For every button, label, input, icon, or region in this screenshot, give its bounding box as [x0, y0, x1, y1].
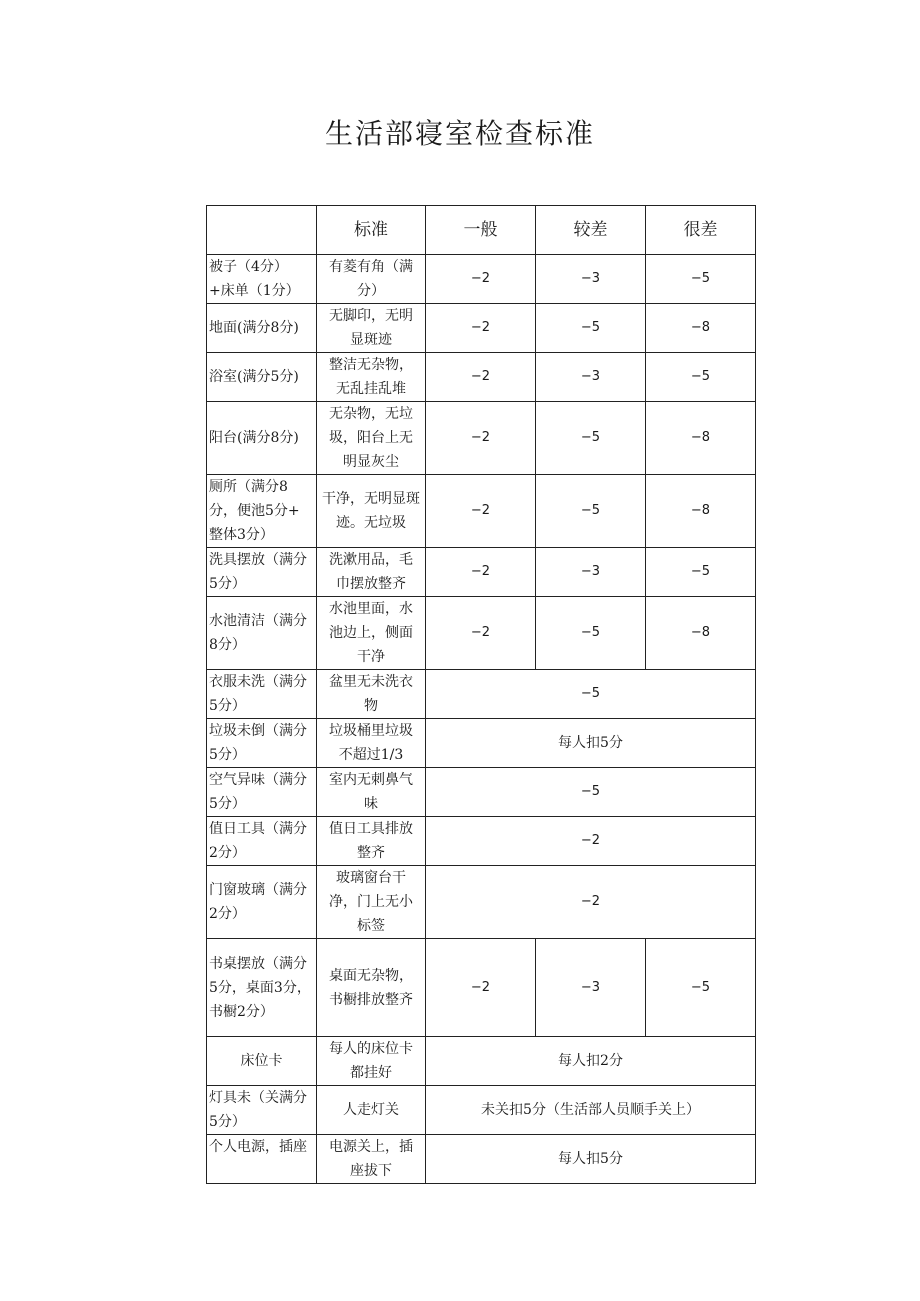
- row-deduction: −2: [426, 866, 756, 939]
- row-item: 空气异味（满分 5分）: [209, 772, 307, 812]
- row-item: 灯具未（关满分 5分）: [209, 1090, 307, 1130]
- header-standard: 标准: [317, 206, 426, 255]
- table-row: [207, 475, 756, 548]
- row-very-poor: −8: [646, 402, 756, 475]
- row-item: 个人电源，插座: [209, 1139, 307, 1155]
- row-deduction: 每人扣5分: [426, 719, 756, 768]
- row-item: 阳台(满分8分): [209, 430, 299, 446]
- row-general: −2: [426, 548, 536, 597]
- table-row: [207, 866, 756, 939]
- table-row: [207, 817, 756, 866]
- row-poor: −3: [536, 939, 646, 1037]
- row-item: 水池清洁（满分 8分）: [209, 613, 307, 653]
- table-row: [207, 1037, 756, 1086]
- row-item: 洗具摆放（满分 5分）: [209, 552, 307, 592]
- inspection-standard-table: [206, 205, 756, 1184]
- row-very-poor: −8: [646, 597, 756, 670]
- row-very-poor: −5: [646, 548, 756, 597]
- row-item: 垃圾未倒（满分 5分）: [209, 723, 307, 763]
- table-row: [207, 1086, 756, 1135]
- row-standard: 人走灯关: [343, 1102, 399, 1118]
- row-poor: −3: [536, 548, 646, 597]
- header-item: [207, 206, 317, 255]
- row-standard: 干净，无明显斑 迹。无垃圾: [322, 491, 420, 531]
- row-general: −2: [426, 939, 536, 1037]
- table-header-row: [207, 206, 756, 255]
- row-very-poor: −5: [646, 353, 756, 402]
- table-row: [207, 548, 756, 597]
- row-item: 浴室(满分5分): [209, 369, 299, 385]
- table-row: [207, 719, 756, 768]
- row-very-poor: −8: [646, 475, 756, 548]
- row-poor: −3: [536, 353, 646, 402]
- row-standard: 电源关上，插 座拔下: [329, 1139, 413, 1179]
- row-item: 厕所（满分8 分，便池5分+ 整体3分）: [209, 479, 300, 543]
- row-deduction: −5: [426, 768, 756, 817]
- row-standard: 无脚印，无明 显斑迹: [329, 308, 413, 348]
- table-row: [207, 304, 756, 353]
- row-item: 值日工具（满分 2分）: [209, 821, 307, 861]
- row-general: −2: [426, 304, 536, 353]
- header-poor: 较差: [536, 206, 646, 255]
- row-standard: 值日工具排放 整齐: [329, 821, 413, 861]
- row-general: −2: [426, 402, 536, 475]
- header-very-poor: 很差: [646, 206, 756, 255]
- row-poor: −5: [536, 304, 646, 353]
- row-standard: 洗漱用品，毛 巾摆放整齐: [329, 552, 413, 592]
- row-standard: 有菱有角（满 分）: [329, 259, 413, 299]
- row-deduction: 未关扣5分（生活部人员顺手关上）: [426, 1086, 756, 1135]
- row-item: 床位卡: [240, 1053, 283, 1069]
- row-general: −2: [426, 475, 536, 548]
- row-item: 门窗玻璃（满分 2分）: [209, 882, 307, 922]
- row-standard: 垃圾桶里垃圾 不超过1/3: [329, 723, 413, 763]
- table-row: [207, 597, 756, 670]
- row-standard: 玻璃窗台干 净，门上无小 标签: [329, 870, 413, 934]
- row-very-poor: −5: [646, 255, 756, 304]
- row-standard: 无杂物，无垃 圾，阳台上无 明显灰尘: [329, 406, 413, 470]
- table-row: [207, 402, 756, 475]
- table-row: [207, 670, 756, 719]
- page-title: 生活部寝室检查标准: [324, 117, 595, 150]
- table-row: [207, 353, 756, 402]
- row-standard: 每人的床位卡 都挂好: [329, 1041, 413, 1081]
- table-row: [207, 768, 756, 817]
- row-very-poor: −8: [646, 304, 756, 353]
- row-standard: 桌面无杂物， 书橱排放整齐: [329, 967, 413, 1008]
- row-standard: 盆里无未洗衣 物: [329, 674, 413, 714]
- row-deduction: −5: [426, 670, 756, 719]
- row-item: 地面(满分8分): [209, 320, 299, 336]
- row-standard: 水池里面，水 池边上，侧面 干净: [329, 601, 413, 665]
- row-item: 被子（4分） +床单（1分）: [209, 259, 300, 299]
- row-poor: −5: [536, 597, 646, 670]
- row-standard: 整洁无杂物， 无乱挂乱堆: [329, 357, 413, 397]
- row-very-poor: −5: [646, 939, 756, 1037]
- row-poor: −5: [536, 402, 646, 475]
- row-standard: 室内无刺鼻气 味: [329, 772, 413, 812]
- row-deduction: −2: [426, 817, 756, 866]
- row-general: −2: [426, 255, 536, 304]
- row-item: 书桌摆放（满分 5分，桌面3分， 书橱2分）: [209, 955, 311, 1020]
- header-general: 一般: [426, 206, 536, 255]
- row-general: −2: [426, 353, 536, 402]
- table-row: [207, 1135, 756, 1184]
- row-general: −2: [426, 597, 536, 670]
- row-deduction: 每人扣5分: [426, 1135, 756, 1184]
- table-row: [207, 255, 756, 304]
- table-row: [207, 939, 756, 1037]
- row-item: 衣服未洗（满分 5分）: [209, 674, 307, 714]
- row-poor: −5: [536, 475, 646, 548]
- row-deduction: 每人扣2分: [426, 1037, 756, 1086]
- row-poor: −3: [536, 255, 646, 304]
